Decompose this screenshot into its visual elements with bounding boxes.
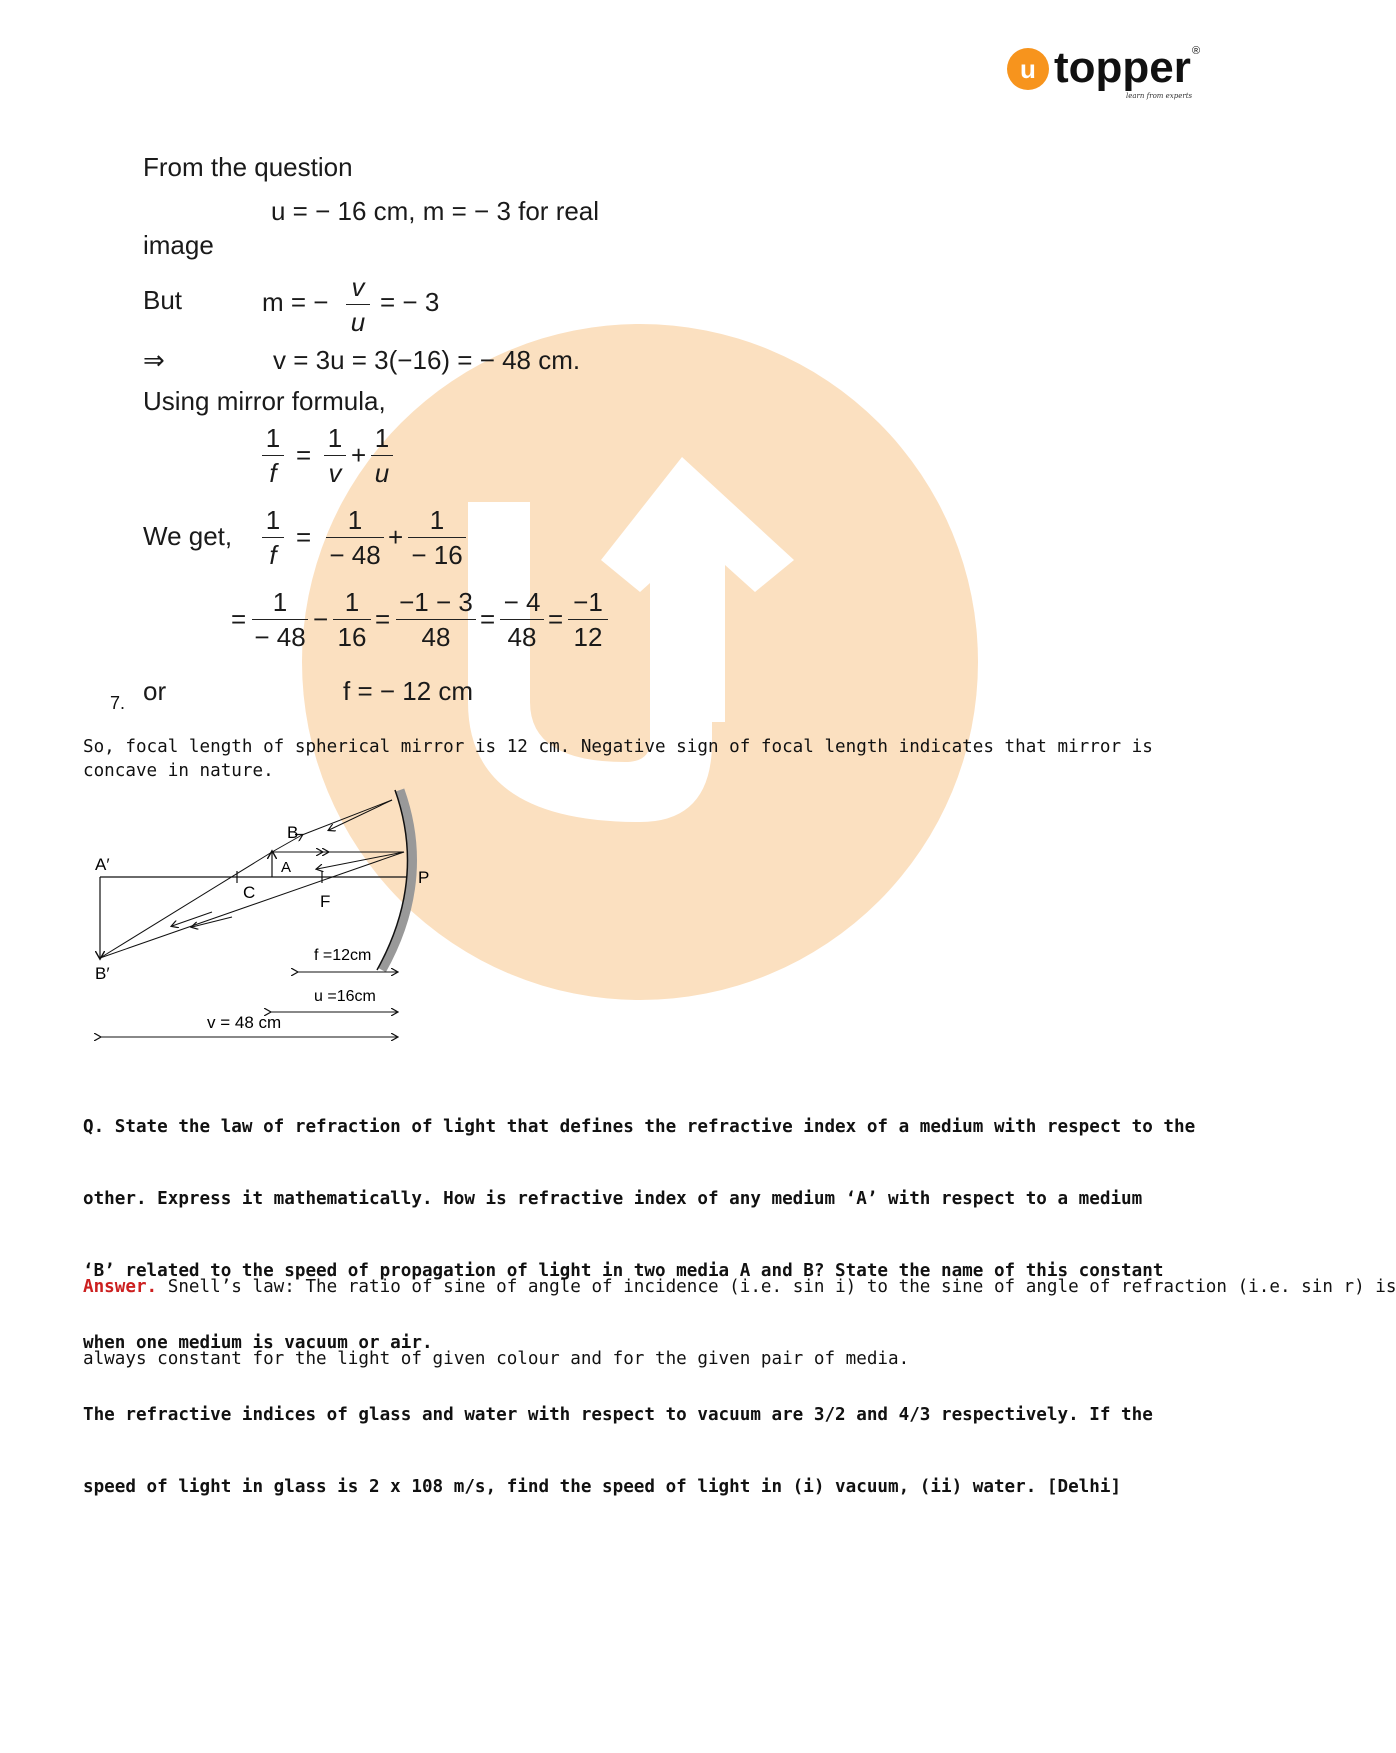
fraction-one-over-minus-16 bbox=[408, 505, 466, 570]
fraction-numerator: −1 bbox=[573, 587, 603, 617]
fraction-numerator: 1 bbox=[347, 505, 363, 535]
logo-brand: topper bbox=[1054, 43, 1191, 92]
fraction-numerator: 1 bbox=[265, 505, 281, 535]
equals-sign: = bbox=[296, 440, 312, 470]
reflected-ray-through-focus bbox=[100, 852, 404, 958]
fraction-numerator: v bbox=[351, 272, 365, 302]
fraction-denominator: 12 bbox=[573, 622, 603, 652]
fraction-denominator: u bbox=[374, 458, 390, 488]
question-line: ‘B’ related to the speed of propagation of light in two media A and B? State the name of this constant bbox=[83, 1261, 1164, 1281]
fraction-numerator: 1 bbox=[344, 587, 360, 617]
fraction-denominator: 48 bbox=[421, 622, 451, 652]
fraction-denominator: f bbox=[269, 540, 277, 570]
equals-sign: = bbox=[480, 604, 496, 634]
minus-sign: − bbox=[313, 604, 329, 634]
question-number: 7. bbox=[110, 693, 126, 713]
fraction-denominator: f bbox=[269, 458, 277, 488]
fraction-one-over-f bbox=[262, 423, 284, 488]
fraction-numerator: −1 − 3 bbox=[399, 587, 473, 617]
label-focal-length: f =12cm bbox=[314, 947, 372, 964]
fraction-one-over-f-2 bbox=[262, 505, 284, 570]
fraction-numerator: 1 bbox=[429, 505, 445, 535]
fraction-h2 bbox=[333, 587, 371, 652]
equals-sign: = bbox=[296, 522, 312, 552]
fraction-numerator: − 4 bbox=[503, 587, 541, 617]
logo-tagline: learn from experts bbox=[1126, 92, 1193, 100]
conclusion-text: So, focal length of spherical mirror is 12 cm. Negative sign of focal length indicates that mirror is concave in nature. bbox=[83, 737, 1153, 781]
label-a-prime: A′ bbox=[95, 855, 110, 874]
given-values: u = − 16 cm, m = − 3 for real bbox=[271, 196, 600, 226]
label-f: F bbox=[320, 892, 331, 911]
reflected-ray-2 bbox=[317, 852, 404, 869]
magnification-fraction bbox=[346, 272, 370, 337]
mirror-formula-heading: Using mirror formula, bbox=[143, 386, 386, 416]
answer-line: Snell’s law: The ratio of sine of angle of incidence (i.e. sin i) to the sine of angle of refraction (i.e. sin r) is bbox=[157, 1277, 1396, 1297]
implies-symbol: ⇒ bbox=[143, 345, 165, 375]
question-line: other. Express it mathematically. How is refractive index of any medium ‘A’ with respect to a medium bbox=[83, 1189, 1143, 1209]
fraction-denominator: − 16 bbox=[411, 540, 463, 570]
answer-block bbox=[83, 1227, 1396, 1395]
question-line: when one medium is vacuum or air. bbox=[83, 1333, 433, 1353]
ray-through-centre bbox=[100, 852, 272, 958]
from-question-text: From the question bbox=[143, 152, 353, 182]
equals-sign: = bbox=[548, 604, 564, 634]
ray-to-mirror bbox=[302, 800, 392, 835]
fraction-one-over-v bbox=[324, 423, 346, 488]
fraction-h5 bbox=[568, 587, 608, 652]
mirror-hatching bbox=[382, 790, 412, 970]
fraction-h3 bbox=[396, 587, 476, 652]
question-line: Q. State the law of refraction of light that defines the refractive index of a medium with respect to the bbox=[83, 1117, 1196, 1137]
reflected-ray bbox=[329, 800, 392, 830]
magnification-lhs: m = − bbox=[262, 287, 329, 317]
fraction-one-over-minus-48 bbox=[326, 505, 384, 570]
fraction-denominator: v bbox=[328, 458, 342, 488]
label-b-prime: B′ bbox=[95, 964, 110, 983]
plus-sign: + bbox=[351, 440, 367, 470]
image-distance-equation: v = 3u = 3(−16) = − 48 cm. bbox=[273, 345, 581, 375]
fraction-denominator: u bbox=[350, 307, 366, 337]
fraction-h4 bbox=[500, 587, 544, 652]
fraction-denominator: − 48 bbox=[254, 622, 306, 652]
logo-initial: u bbox=[1020, 54, 1036, 84]
equals-sign: = bbox=[231, 604, 247, 634]
answer-line: always constant for the light of given colour and for the given pair of media. bbox=[83, 1349, 910, 1369]
fraction-denominator: − 48 bbox=[329, 540, 381, 570]
fraction-numerator: 1 bbox=[265, 423, 281, 453]
answer-label: Answer. bbox=[83, 1277, 158, 1297]
label-p: P bbox=[418, 868, 430, 887]
fraction-one-over-u bbox=[371, 423, 393, 488]
logo-registered: ® bbox=[1192, 45, 1201, 57]
question-line: speed of light in glass is 2 x 108 m/s, find the speed of light in (i) vacuum, (ii) water. [Delhi] bbox=[83, 1477, 1122, 1497]
ray-diagram bbox=[92, 790, 452, 1050]
focal-length-result: f = − 12 cm bbox=[343, 676, 474, 706]
label-image-distance: v = 48 cm bbox=[207, 1013, 282, 1032]
label-b: B bbox=[287, 823, 299, 842]
label-object-distance: u =16cm bbox=[314, 988, 376, 1005]
magnification-rhs: = − 3 bbox=[380, 287, 440, 317]
fraction-h1 bbox=[252, 587, 308, 652]
plus-sign: + bbox=[388, 522, 404, 552]
question-line: The refractive indices of glass and water with respect to vacuum are 3/2 and 4/3 respectively. If the bbox=[83, 1405, 1153, 1425]
topper-logo bbox=[1006, 42, 1202, 102]
fraction-numerator: 1 bbox=[327, 423, 343, 453]
topper-logo-mark bbox=[1006, 42, 1202, 102]
but-label: But bbox=[143, 285, 183, 315]
label-c: C bbox=[243, 883, 256, 902]
image-word: image bbox=[143, 230, 214, 260]
equals-sign: = bbox=[375, 604, 391, 634]
fraction-numerator: 1 bbox=[374, 423, 390, 453]
or-label: or bbox=[143, 676, 167, 706]
fraction-numerator: 1 bbox=[272, 587, 288, 617]
fraction-denominator: 48 bbox=[507, 622, 537, 652]
label-a: A bbox=[281, 859, 292, 876]
fraction-denominator: 16 bbox=[337, 622, 367, 652]
we-get-label: We get, bbox=[143, 521, 233, 551]
